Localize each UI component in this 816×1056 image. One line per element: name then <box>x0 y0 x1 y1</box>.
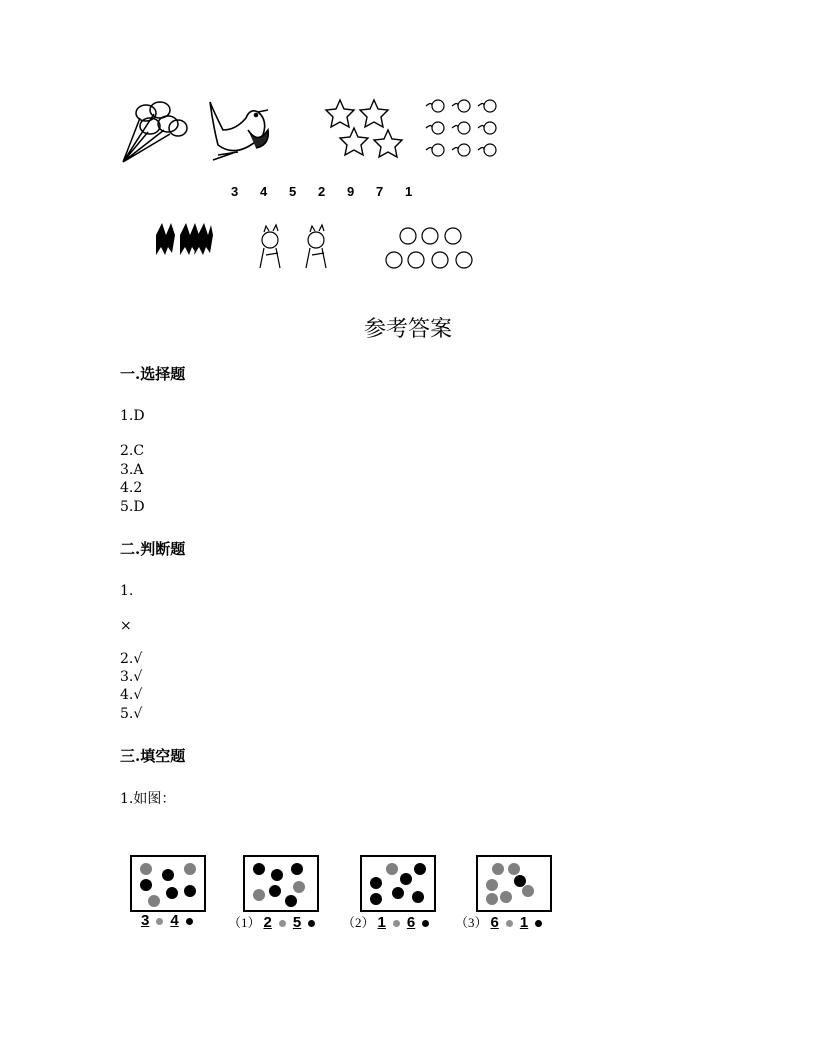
apples-icon <box>386 228 472 268</box>
foxes-icon <box>260 225 326 268</box>
stars-icon <box>326 100 402 157</box>
gray-dot <box>148 895 160 907</box>
balloons-icon <box>123 102 187 162</box>
black-count: 6 <box>406 914 416 931</box>
bird-icon <box>210 102 268 160</box>
answer-line: 4.√ <box>120 687 143 703</box>
black-dot <box>370 893 382 905</box>
black-dot <box>370 877 382 889</box>
gray-dot <box>184 863 196 875</box>
gray-dot-icon <box>156 918 163 925</box>
answer-line: 2.C <box>120 443 145 459</box>
answer-line: 1. <box>120 583 134 599</box>
answer-line: 5.D <box>120 499 145 515</box>
gray-dot <box>293 881 305 893</box>
black-dot-icon <box>422 920 429 927</box>
answer-prefix: （1） <box>228 915 261 930</box>
black-dot <box>392 887 404 899</box>
answer-line: 1.D <box>120 408 145 424</box>
gray-count: 2 <box>263 914 272 931</box>
black-dot <box>412 891 424 903</box>
black-dot-icon <box>535 920 542 927</box>
gray-dot <box>492 863 504 875</box>
gray-dot <box>486 893 498 905</box>
gray-dot <box>508 863 520 875</box>
number-sequence <box>118 184 418 204</box>
box-answer <box>455 912 546 936</box>
black-dot <box>162 869 174 881</box>
sequence-number: 9 <box>347 184 355 199</box>
black-dot <box>400 873 412 885</box>
black-count: 1 <box>519 914 529 931</box>
answer-line: × <box>120 618 132 634</box>
answer-line: 2.√ <box>120 651 143 667</box>
sequence-number: 4 <box>260 184 268 199</box>
black-dot-icon <box>186 918 193 925</box>
gray-count: 6 <box>490 914 499 931</box>
dot-box <box>243 855 319 912</box>
black-dot <box>140 879 152 891</box>
answer-prefix: （2） <box>342 915 375 930</box>
dot-box <box>476 855 552 912</box>
box-answer <box>228 912 319 936</box>
answer-line: 1.如图： <box>120 791 176 807</box>
answer-line: 3.√ <box>120 669 143 685</box>
black-count: 4 <box>170 912 179 929</box>
answer-line: 4.2 <box>120 480 143 496</box>
black-dot-icon <box>308 920 315 927</box>
gray-dot <box>500 891 512 903</box>
sequence-number: 3 <box>231 184 239 199</box>
gray-dot-icon <box>393 920 400 927</box>
box-answer <box>342 912 433 936</box>
gray-dot <box>386 863 398 875</box>
black-count: 5 <box>292 914 302 931</box>
dot-box <box>130 855 206 912</box>
sequence-number: 5 <box>289 184 297 199</box>
answer-prefix: （3） <box>455 915 488 930</box>
section-heading-choice: 一.选择题 <box>120 365 186 383</box>
answer-line: 5.√ <box>120 706 143 722</box>
page-title: 参考答案 <box>363 317 452 342</box>
black-dot <box>269 885 281 897</box>
sequence-number: 2 <box>318 184 326 199</box>
gray-count: 1 <box>377 914 386 931</box>
gray-dot <box>522 885 534 897</box>
dot-box <box>360 855 436 912</box>
gray-dot <box>253 889 265 901</box>
gray-count: 3 <box>141 912 150 929</box>
section-heading-fill: 三.填空题 <box>120 747 186 765</box>
black-dot <box>166 887 178 899</box>
black-dot <box>184 885 196 897</box>
black-dot <box>253 863 265 875</box>
section-heading-judge: 二.判断题 <box>120 540 186 558</box>
gray-dot-icon <box>279 920 286 927</box>
counting-worksheet-figure <box>118 90 513 275</box>
black-dot <box>291 863 303 875</box>
gray-dot-icon <box>506 920 513 927</box>
sequence-number: 1 <box>405 184 413 199</box>
black-dot <box>271 869 283 881</box>
gray-dot <box>486 879 498 891</box>
black-dot <box>414 863 426 875</box>
box-answer <box>138 912 197 936</box>
answer-line: 3.A <box>120 462 144 478</box>
black-dot <box>285 895 297 907</box>
gray-dot <box>140 863 152 875</box>
dancers-icon <box>156 223 213 255</box>
sequence-number: 7 <box>376 184 384 199</box>
peaches-icon <box>426 100 496 156</box>
